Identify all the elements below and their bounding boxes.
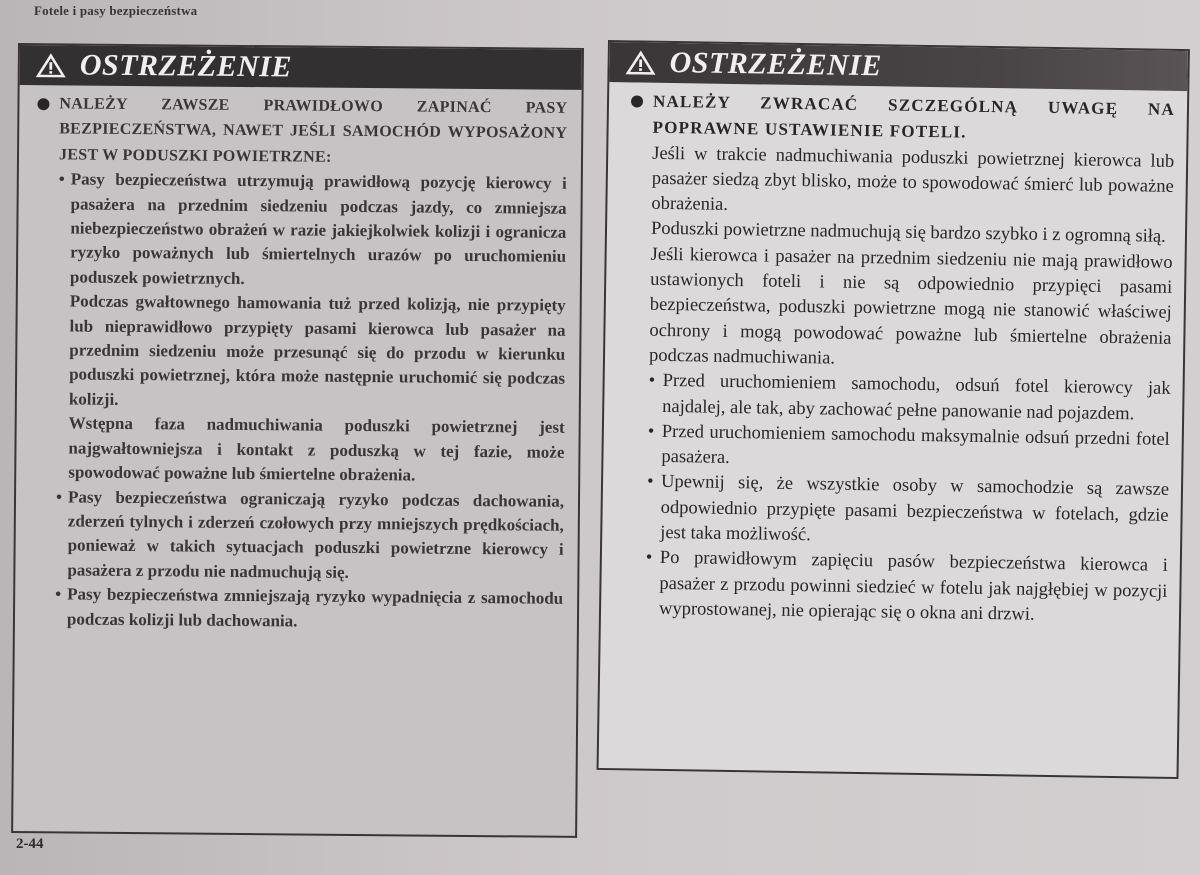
bullet-marker: • [648, 370, 656, 392]
warning-triangle-icon [34, 51, 68, 79]
paragraph: Jeśli w trakcie nadmuchiwania poduszki powietrznej kierowca lub pasażer siedzą zbyt blisko, może to spowodować śmierć lub poważne obrażenia. [651, 143, 1175, 216]
paragraph: Wstępna faza nadmuchiwania poduszki powietrznej jest najgwałtowniejsza i kontakt z poduszką w tej fazie, może spowodować poważne lub śmiertelne obrażenia. [68, 413, 565, 485]
bullet-marker: • [647, 421, 655, 442]
list-item-text: Przed uruchomieniem samochodu, odsuń fotel kierowcy jak najdalej, ale tak, aby zachować pełne panowanie nad pojazdem. [662, 371, 1171, 424]
warning-header [20, 45, 582, 90]
warning-content [15, 85, 582, 636]
warning-lead [652, 89, 1175, 150]
list-item [55, 485, 564, 587]
warning-triangle-icon [623, 48, 657, 77]
list-item-text: Po prawidłowym zapięciu pasów bezpieczeństwa kierowca i pasażer z przodu powinni siedzieć w fotelu jak najgłębiej w pozycji wyprostowanej, nie opierając się o okna ani drzwi. [658, 548, 1168, 625]
warning-title: OSTRZEŻENIE [669, 45, 883, 83]
warning-content [601, 82, 1187, 630]
bullet-marker: • [55, 584, 62, 604]
bullet-marker: • [55, 486, 63, 506]
paragraph: Podczas gwałtownego hamowania tuż przed kolizją, nie przypięty lub nieprawidłowo przypięty pasami kierowca lub pasażer na przednim siedzeniu może przesunąć się do przodu w kierunku poduszki powietrznej, która może następnie uruchomić się podczas kolizji. [68, 291, 566, 409]
warning-lead-text: NALEŻY ZAWSZE PRAWIDŁOWO ZAPINAĆ PASY BEZPIECZEŃSTWA, NAWET JEŚLI SAMOCHÓD WYPOSAŻONY JEST W PODUSZKI POWIETRZNE: [58, 95, 568, 166]
filled-circle-icon [631, 95, 643, 107]
list-item [645, 546, 1168, 630]
list-item-text: Pasy bezpieczeństwa zmniejszają ryzyko wypadnięcia z samochodu podczas kolizji lub dachowania. [66, 584, 564, 630]
list-item [648, 369, 1171, 428]
warning-box-right [597, 40, 1190, 779]
filled-circle-icon [37, 98, 49, 110]
list-item-text: Pasy bezpieczeństwa utrzymują prawidłową pozycję kierowcy i pasażera na przednim siedzeniu podczas jazdy, co zmniejsza niebezpieczeństwo obrażeń w razie jakiejkolwiek kolizji i ogranicza ryzyko poważnych lub śmiertelnych urazów po uruchomieniu poduszek powietrznych. [69, 169, 567, 288]
paragraph: Poduszki powietrzne nadmuchują się bardzo szybko i z ogromną siłą. [650, 219, 1166, 248]
warning-title: OSTRZEŻENIE [79, 48, 293, 84]
list-item-text: Upewnij się, że wszystkie osoby w samochodzie są zawsze odpowiednio przypięte pasami bezpieczeństwa w fotelach, gdzie jest taka możliwość. [660, 472, 1170, 546]
warning-box-left [11, 43, 584, 838]
list-item [647, 420, 1170, 479]
bullet-marker: • [646, 472, 654, 493]
list-item [55, 582, 563, 635]
list-item-text: Pasy bezpieczeństwa ograniczają ryzyko podczas dachowania, zderzeń tylnych i zderzeń czołowych przy mniejszych prędkościach, ponieważ w takich sytuacjach poduszki powietrzne kierowcy i pasażera z przodu nie nadmuchują się. [67, 486, 565, 582]
list-item [58, 168, 567, 294]
bullet-marker: • [645, 548, 653, 569]
list-item-text: Przed uruchomieniem samochodu maksymalnie odsuń przedni fotel pasażera. [661, 421, 1170, 469]
running-header: Fotele i pasy bezpieczeństwa [34, 3, 198, 18]
warning-lead-text: NALEŻY ZWRACAĆ SZCZEGÓLNĄ UWAGĘ NA POPRAWNE USTAWIENIE FOTELI. [652, 91, 1176, 142]
bullet-marker: • [58, 169, 65, 189]
list-item [646, 470, 1169, 554]
paragraph: Jeśli kierowca i pasażer na przednim siedzeniu nie mają prawidłowo ustawionych foteli i nie są odpowiednio przypięci pasami bezpieczeństwa, poduszki powietrzne mogą nie stanowić właściwej ochrony i mogą powodować poważne lub śmiertelne obrażenia podczas nadmuchiwania. [648, 244, 1173, 369]
warning-lead [59, 91, 568, 172]
page-number: 2-44 [16, 836, 44, 852]
